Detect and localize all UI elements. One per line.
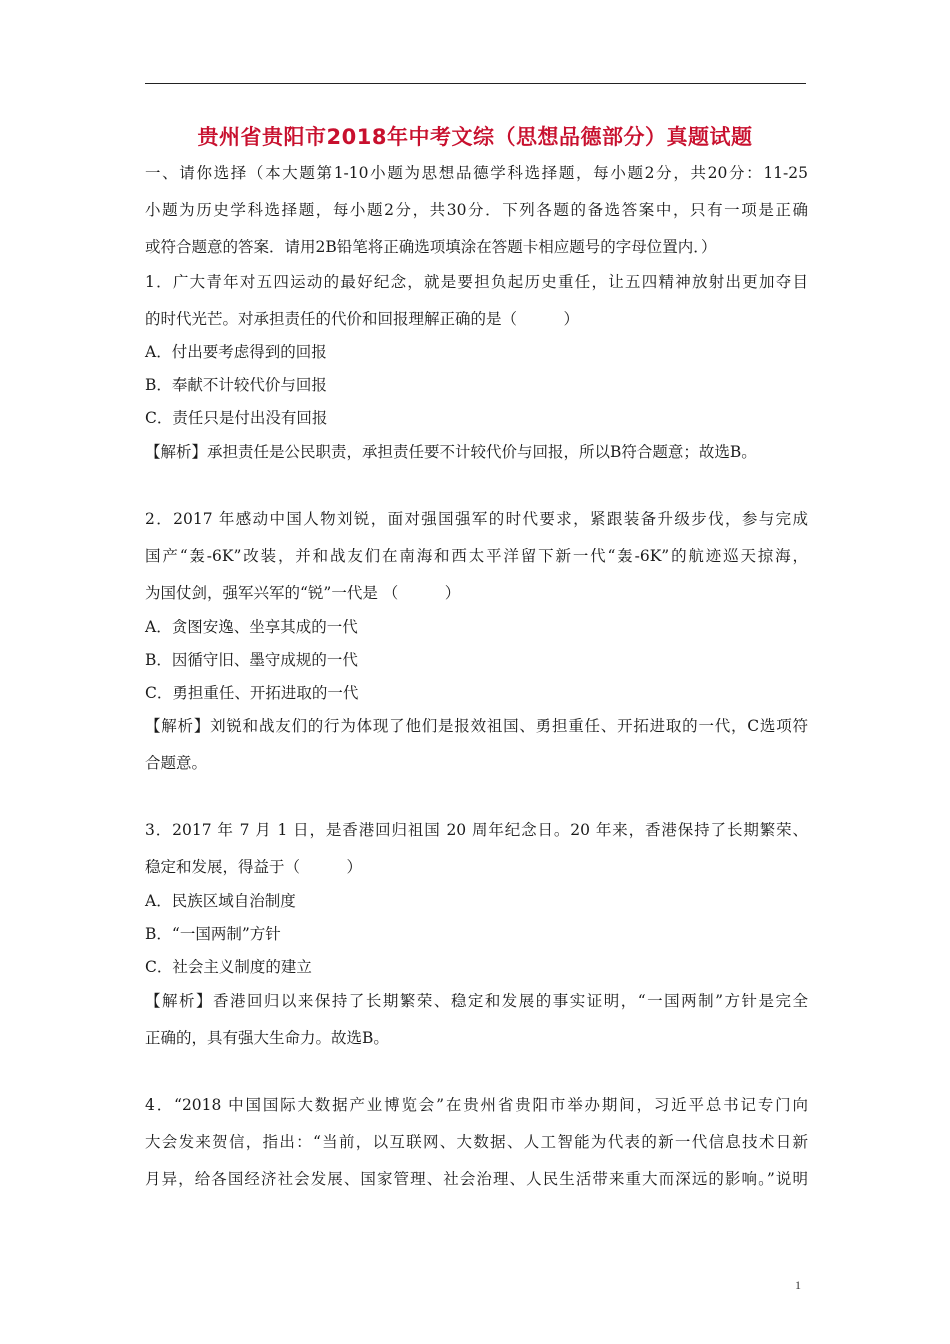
question-3-analysis-line-2: 正确的，具有强大生命力。故选B。 (145, 1029, 389, 1047)
header-rule (145, 83, 806, 84)
question-3-stem-line-1: 3．2017 年 7 月 1 日，是香港回归祖国 20 周年纪念日。20 年来，香港保持了长期繁荣、 (145, 821, 808, 839)
instructions-line-2: 小题为历史学科选择题，每小题2分，共30分．下列各题的备选答案中，只有一项是正确 (145, 201, 808, 219)
question-1-option-b: B．奉献不计较代价与回报 (145, 376, 327, 394)
question-1-option-a: A．付出要考虑得到的回报 (145, 343, 327, 361)
question-1-stem-line-2: 的时代光芒。对承担责任的代价和回报理解正确的是（ ） (145, 310, 580, 328)
page-title: 贵州省贵阳市2018年中考文综（思想品德部分）真题试题 (197, 125, 753, 149)
question-2-stem-line-1: 2．2017 年感动中国人物刘锐，面对强国强军的时代要求，紧跟装备升级步伐，参与完成 (145, 510, 808, 528)
question-2-analysis-line-2: 合题意。 (145, 754, 208, 772)
question-3-option-b: B．“一国两制”方针 (145, 925, 281, 943)
instructions-line-3: 或符合题意的答案．请用2B铅笔将正确选项填涂在答题卡相应题号的字母位置内．） (145, 238, 717, 256)
question-4-stem-line-3: 月异，给各国经济社会发展、国家管理、社会治理、人民生活带来重大而深远的影响。”说明 (145, 1170, 808, 1188)
question-2-option-c: C．勇担重任、开拓进取的一代 (145, 684, 359, 702)
question-2-analysis-line-1: 【解析】刘锐和战友们的行为体现了他们是报效祖国、勇担重任、开拓进取的一代，C选项符 (145, 717, 808, 735)
question-3-option-c: C．社会主义制度的建立 (145, 958, 312, 976)
question-2-stem-line-3: 为国仗剑，强军兴军的“锐”一代是 （ ） (145, 584, 461, 602)
question-2-option-b: B．因循守旧、墨守成规的一代 (145, 651, 358, 669)
instructions-line-1: 一、请你选择（本大题第1-10小题为思想品德学科选择题，每小题2分，共20分：11-25 (145, 164, 808, 182)
question-4-stem-line-1: 4．“2018 中国国际大数据产业博览会”在贵州省贵阳市举办期间，习近平总书记专门向 (145, 1096, 808, 1114)
question-3-stem-line-2: 稳定和发展，得益于（ ） (145, 858, 363, 876)
page-number: 1 (795, 1278, 801, 1292)
question-1-option-c: C．责任只是付出没有回报 (145, 409, 328, 427)
question-3-analysis-line-1: 【解析】香港回归以来保持了长期繁荣、稳定和发展的事实证明，“一国两制”方针是完全 (145, 992, 808, 1010)
question-2-stem-line-2: 国产“轰-6K”改装，并和战友们在南海和西太平洋留下新一代“轰-6K”的航迹巡天掠海， (145, 547, 808, 565)
question-3-option-a: A．民族区域自治制度 (145, 892, 296, 910)
question-2-option-a: A．贪图安逸、坐享其成的一代 (145, 618, 358, 636)
question-1-analysis-line-1: 【解析】承担责任是公民职责，承担责任要不计较代价与回报，所以B符合题意；故选B。 (145, 443, 757, 461)
question-4-stem-line-2: 大会发来贺信，指出：“当前，以互联网、大数据、人工智能为代表的新一代信息技术日新 (145, 1133, 808, 1151)
question-1-stem-line-1: 1．广大青年对五四运动的最好纪念，就是要担负起历史重任，让五四精神放射出更加夺目 (145, 273, 808, 291)
